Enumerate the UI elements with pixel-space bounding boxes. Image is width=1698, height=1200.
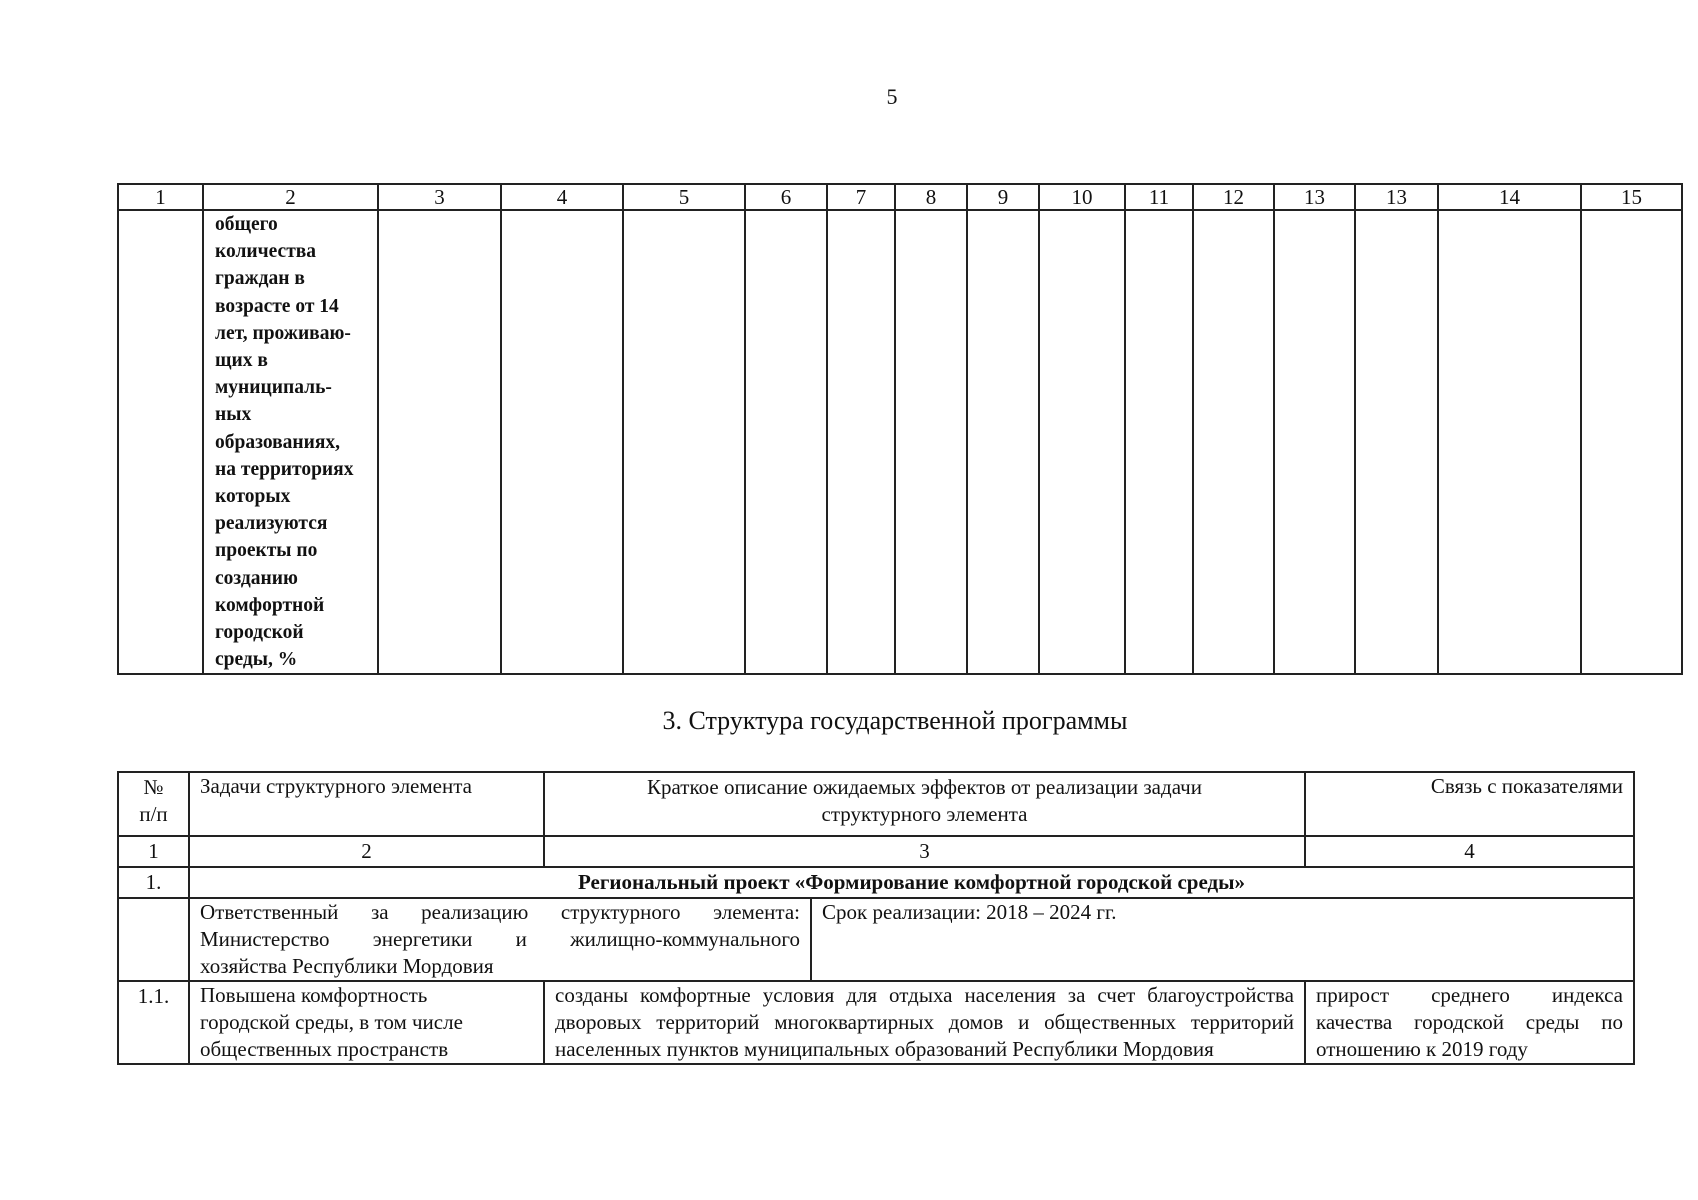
- column-number: 5: [623, 184, 745, 210]
- description-line: граждан в: [215, 268, 305, 290]
- indicator-row: [118, 210, 1682, 674]
- responsible-inner: [190, 899, 1633, 980]
- column-number: 6: [745, 184, 827, 210]
- page-number: 5: [886, 84, 898, 109]
- table-cell: [501, 210, 623, 674]
- project-row: [118, 867, 1634, 898]
- column-number: 13: [1274, 184, 1355, 210]
- header-effects: [544, 772, 1305, 836]
- responsible-body: [190, 899, 811, 980]
- column-number: 1: [118, 184, 203, 210]
- responsible-line: хозяйства Республики Мордовия: [200, 954, 494, 978]
- description-line: лет, проживаю-: [215, 322, 351, 344]
- project-title: Региональный проект «Формирование комфортной городской среды»: [189, 867, 1634, 898]
- table-cell: [895, 210, 967, 674]
- column-number: 4: [501, 184, 623, 210]
- implementation-period: Срок реализации: 2018 – 2024 гг.: [822, 900, 1117, 924]
- table-cell: [118, 210, 203, 674]
- table-cell: [1193, 210, 1274, 674]
- table-cell: [1581, 210, 1682, 674]
- column-number: 8: [895, 184, 967, 210]
- description-line: общего: [215, 214, 278, 235]
- task-effect: созданы комфортные условия для отдыха населения за счет благоустройства дворовых территорий многоквартирных домов и общественных территорий населенных пунктов муниципальных образований Республики Мордовия: [544, 981, 1305, 1064]
- description-line: ных: [215, 404, 252, 426]
- column-number: 13: [1355, 184, 1438, 210]
- description-line: возрасте от 14: [215, 295, 339, 317]
- column-number: 12: [1193, 184, 1274, 210]
- header-number: [118, 772, 189, 836]
- table-cell: [118, 898, 189, 981]
- task-line: Повышена комфортность: [200, 983, 428, 1007]
- column-number: 7: [827, 184, 895, 210]
- header-effects-line: Краткое описание ожидаемых эффектов от реализации задачи: [647, 775, 1202, 799]
- description-line: на территориях: [215, 458, 354, 480]
- description-line: комфортной: [215, 594, 325, 616]
- table-header-row: [118, 772, 1634, 836]
- description-line: проекты по: [215, 540, 318, 562]
- table-cell: [1039, 210, 1125, 674]
- task-description: [189, 981, 544, 1064]
- column-number: 3: [544, 836, 1305, 867]
- header-effects-line: структурного элемента: [821, 802, 1028, 826]
- description-line: городской: [215, 622, 304, 644]
- column-number: 2: [203, 184, 378, 210]
- task-line: городской среды, в том числе: [200, 1010, 463, 1034]
- column-number: 15: [1581, 184, 1682, 210]
- task-number: 1.1.: [118, 981, 189, 1064]
- column-number: 14: [1438, 184, 1581, 210]
- table-cell: [1125, 210, 1193, 674]
- column-number: 11: [1125, 184, 1193, 210]
- description-line: щих в: [215, 350, 268, 372]
- header-tasks: Задачи структурного элемента: [189, 772, 544, 836]
- header-number-line: п/п: [139, 802, 168, 826]
- header-number-line: №: [143, 775, 164, 799]
- table-cell: [1355, 210, 1438, 674]
- table-cell: [827, 210, 895, 674]
- table-cell: [623, 210, 745, 674]
- column-numbers-row: [118, 836, 1634, 867]
- column-number: 10: [1039, 184, 1125, 210]
- table-cell: [745, 210, 827, 674]
- column-number: 4: [1305, 836, 1634, 867]
- column-number: 1: [118, 836, 189, 867]
- project-number: 1.: [118, 867, 189, 898]
- table-cell: [1438, 210, 1581, 674]
- task-row: [118, 981, 1634, 1064]
- section-title: 3. Структура государственной программы: [662, 706, 1128, 735]
- column-number: 2: [189, 836, 544, 867]
- indicator-description: [203, 210, 378, 674]
- description-line: которых: [215, 486, 291, 508]
- description-line: созданию: [215, 567, 298, 589]
- column-number: 9: [967, 184, 1039, 210]
- column-number: 3: [378, 184, 501, 210]
- description-line: образованиях,: [215, 431, 341, 453]
- task-indicator: прирост среднего индекса качества городской среды по отношению к 2019 году: [1305, 981, 1634, 1064]
- column-numbers-row: [118, 184, 1682, 210]
- table-cell: [378, 210, 501, 674]
- responsible-line: Министерство энергетики и жилищно-коммунального: [200, 927, 800, 951]
- table-cell: [967, 210, 1039, 674]
- description-line: реализуются: [215, 513, 328, 535]
- program-structure-table: [117, 771, 1635, 1065]
- table-cell: [1274, 210, 1355, 674]
- responsible-cell: [189, 898, 1634, 981]
- task-line: общественных пространств: [200, 1037, 449, 1061]
- description-line: количества: [215, 241, 317, 263]
- description-line: муниципаль-: [215, 377, 332, 399]
- indicators-table-continuation: [117, 183, 1683, 675]
- responsible-line: Ответственный за реализацию структурного элемента:: [200, 900, 800, 924]
- description-line: среды, %: [215, 649, 298, 671]
- responsible-row: [118, 898, 1634, 981]
- header-indicators: Связь с показателями: [1305, 772, 1634, 836]
